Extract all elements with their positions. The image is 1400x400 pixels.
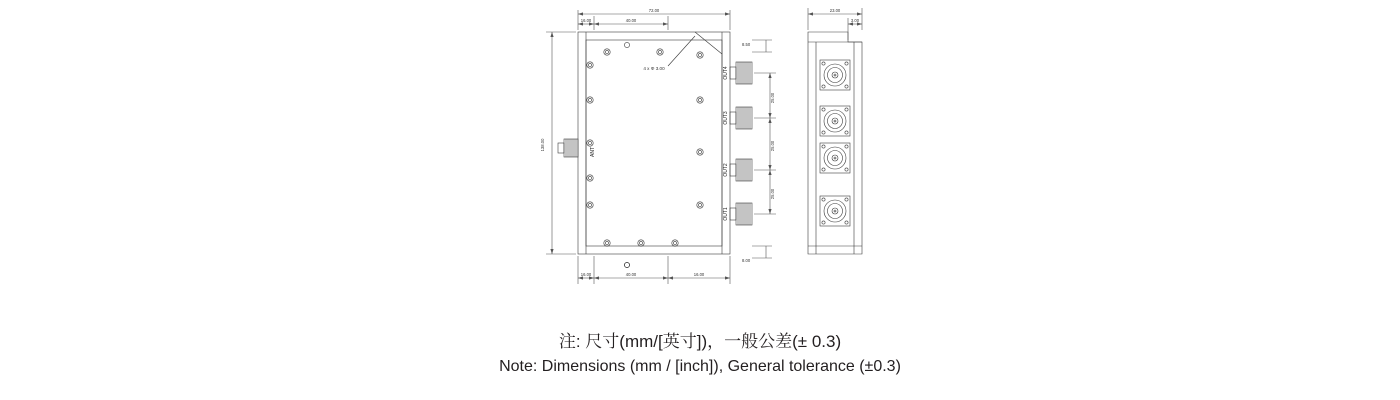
connector-out1 bbox=[730, 203, 752, 225]
dim-right-top: 8.50 bbox=[742, 42, 751, 47]
dim-bottom-right: 16.00 bbox=[693, 272, 705, 277]
port-label-out2: OUT2 bbox=[723, 163, 729, 177]
side-connector-1 bbox=[820, 60, 850, 90]
side-connector-3 bbox=[820, 143, 850, 173]
dim-spacing-1: 25.00 bbox=[770, 92, 775, 104]
mounting-hole-bottom bbox=[624, 262, 629, 267]
out-connectors bbox=[730, 62, 752, 225]
dim-bottom-mid: 40.00 bbox=[625, 272, 637, 277]
port-label-ant: ANT bbox=[590, 147, 596, 157]
notes-block bbox=[0, 330, 1400, 378]
dimension-texts bbox=[540, 8, 860, 277]
side-connector-2 bbox=[820, 106, 850, 136]
note-english: Note: Dimensions (mm / [inch]), General tolerance (±0.3) bbox=[499, 357, 901, 375]
side-connectors bbox=[820, 60, 850, 226]
connector-out4 bbox=[730, 62, 752, 84]
screw-group-top bbox=[604, 49, 663, 55]
corner-chamfer bbox=[695, 32, 722, 54]
screw-group-right bbox=[697, 52, 703, 208]
side-connector-4 bbox=[820, 196, 850, 226]
dim-right-bottom: 8.00 bbox=[742, 258, 751, 263]
dim-spacing-3: 25.00 bbox=[770, 188, 775, 200]
dim-side-depth: 23.00 bbox=[829, 8, 841, 13]
dim-overall-height: 138.00 bbox=[540, 138, 545, 152]
dim-side-step: 3.00 bbox=[850, 18, 860, 23]
connector-out3 bbox=[730, 107, 752, 129]
hole-note-text: 4 x Φ 3.00 bbox=[643, 66, 665, 71]
dimensions-bottom bbox=[578, 256, 730, 284]
ant-connector bbox=[558, 139, 578, 157]
screw-group-bottom bbox=[604, 240, 678, 246]
dimensions-top bbox=[578, 10, 730, 30]
dim-overall-width: 72.00 bbox=[648, 8, 660, 13]
dim-spacing-2: 25.00 bbox=[770, 140, 775, 152]
port-label-out1: OUT1 bbox=[723, 207, 729, 221]
note-chinese: 注: 尺寸(mm/[英寸])，一般公差(± 0.3) bbox=[558, 332, 842, 351]
front-view bbox=[546, 10, 776, 284]
side-view bbox=[808, 8, 862, 254]
hole-note-leader bbox=[668, 36, 695, 66]
port-label-out3: OUT3 bbox=[723, 111, 729, 125]
connector-out2 bbox=[730, 159, 752, 181]
dim-bottom-left: 16.00 bbox=[580, 272, 592, 277]
screw-group-left bbox=[587, 62, 593, 208]
mounting-holes bbox=[624, 42, 629, 267]
port-label-out4: OUT4 bbox=[723, 66, 729, 80]
dim-top-left: 16.00 bbox=[580, 18, 592, 23]
dim-top-mid: 40.00 bbox=[625, 18, 637, 23]
